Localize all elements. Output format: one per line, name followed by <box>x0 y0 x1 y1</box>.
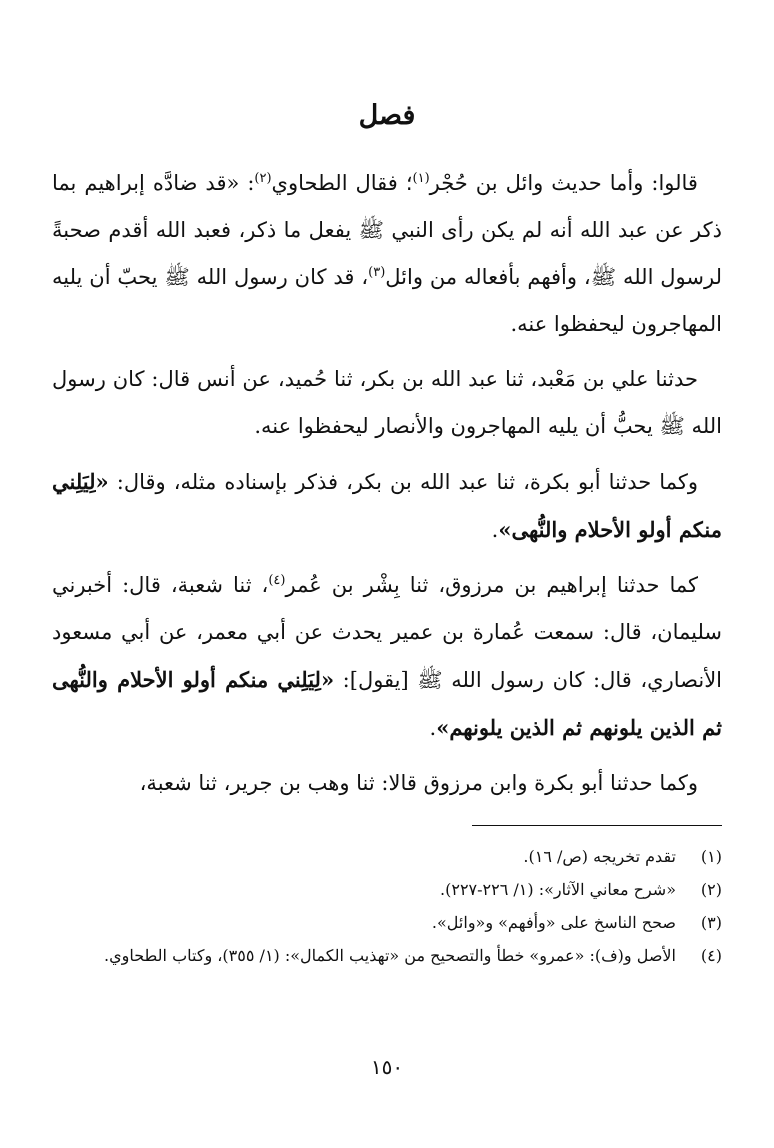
footnote-item <box>52 906 722 939</box>
footnote-text: صحح الناسخ على «وأفهم» و«وائل». <box>431 913 676 932</box>
footnote-ref-3: (٣) <box>368 265 386 280</box>
p1-text-c: : «قد ضادَّه إبراهيم بما ذكر عن عبد الله أنه لم يكن رأى النبي ﷺ يفعل ما ذكر، فعبد الله أقدم صحبةً لرسول الله ﷺ، وأفهم بأفعاله من وائل <box>52 171 722 289</box>
footnote-item <box>52 939 722 972</box>
p4-text-a: كما حدثنا إبراهيم بن مرزوق، ثنا بِشْر بن عُمر <box>285 573 698 597</box>
footnote-number: (٤) <box>700 946 722 965</box>
paragraph-3 <box>52 458 722 554</box>
footnote-ref-2: (٢) <box>254 171 272 186</box>
p1-text-d: ، قد كان رسول الله ﷺ يحبّ أن يليه المهاجرون ليحفظوا عنه. <box>52 265 722 336</box>
footnote-number: (٢) <box>700 880 722 899</box>
footnote-text: تقدم تخريجه (ص/ ١٦). <box>523 847 676 866</box>
p3-text-a: وكما حدثنا أبو بكرة، ثنا عبد الله بن بكر، فذكر بإسناده مثله، وقال: <box>116 470 698 494</box>
footnote-divider <box>472 825 722 826</box>
footnote-ref-1: (١) <box>412 171 430 186</box>
p3-end: . <box>491 518 499 542</box>
paragraph-2: حدثنا علي بن مَعْبد، ثنا عبد الله بن بكر، ثنا حُميد، عن أنس قال: كان رسول الله ﷺ يحبُّ أن يليه المهاجرون والأنصار ليحفظوا عنه. <box>52 367 722 438</box>
p4-text-b: ، ثنا شعبة، قال: أخبرني سليمان، قال: سمعت عُمارة بن عمير يحدث عن أبي معمر، عن أبي مسعود الأنصاري، قال: كان رسول الله ﷺ [يقول]: <box>52 573 723 692</box>
footnote-item <box>52 873 722 906</box>
page-number: ١٥٠ <box>370 1055 404 1079</box>
paragraph-4 <box>52 562 722 752</box>
footnote-text: «شرح معاني الآثار»: (١/ ٢٢٦-٢٢٧). <box>440 880 676 899</box>
paragraph-1 <box>52 160 722 348</box>
p4-hadith-quote: «لِيَلِني منكم أولو الأحلام والنُّهى ثم الذين يلونهم ثم الذين يلونهم» <box>52 667 722 740</box>
footnote-text: الأصل و(ف): «عمرو» خطأ والتصحيح من «تهذيب الكمال»: (١/ ٣٥٥)، وكتاب الطحاوي. <box>104 946 676 965</box>
footnote-item <box>52 840 722 873</box>
p3-hadith-quote: «لِيَلِني منكم أولو الأحلام والنُّهى» <box>52 469 722 542</box>
footnote-ref-4: (٤) <box>268 573 286 588</box>
footnote-number: (١) <box>700 847 722 866</box>
p1-text-a: قالوا: وأما حديث وائل بن حُجْر <box>429 171 698 195</box>
p4-end: . <box>429 716 437 740</box>
footnote-number: (٣) <box>700 913 722 932</box>
paragraph-5: وكما حدثنا أبو بكرة وابن مرزوق قالا: ثنا وهب بن جرير، ثنا شعبة، <box>139 771 698 795</box>
section-title: فصل <box>358 100 416 131</box>
main-text <box>52 160 722 815</box>
p1-text-b: ؛ فقال الطحاوي <box>271 171 413 195</box>
footnotes <box>52 840 722 972</box>
